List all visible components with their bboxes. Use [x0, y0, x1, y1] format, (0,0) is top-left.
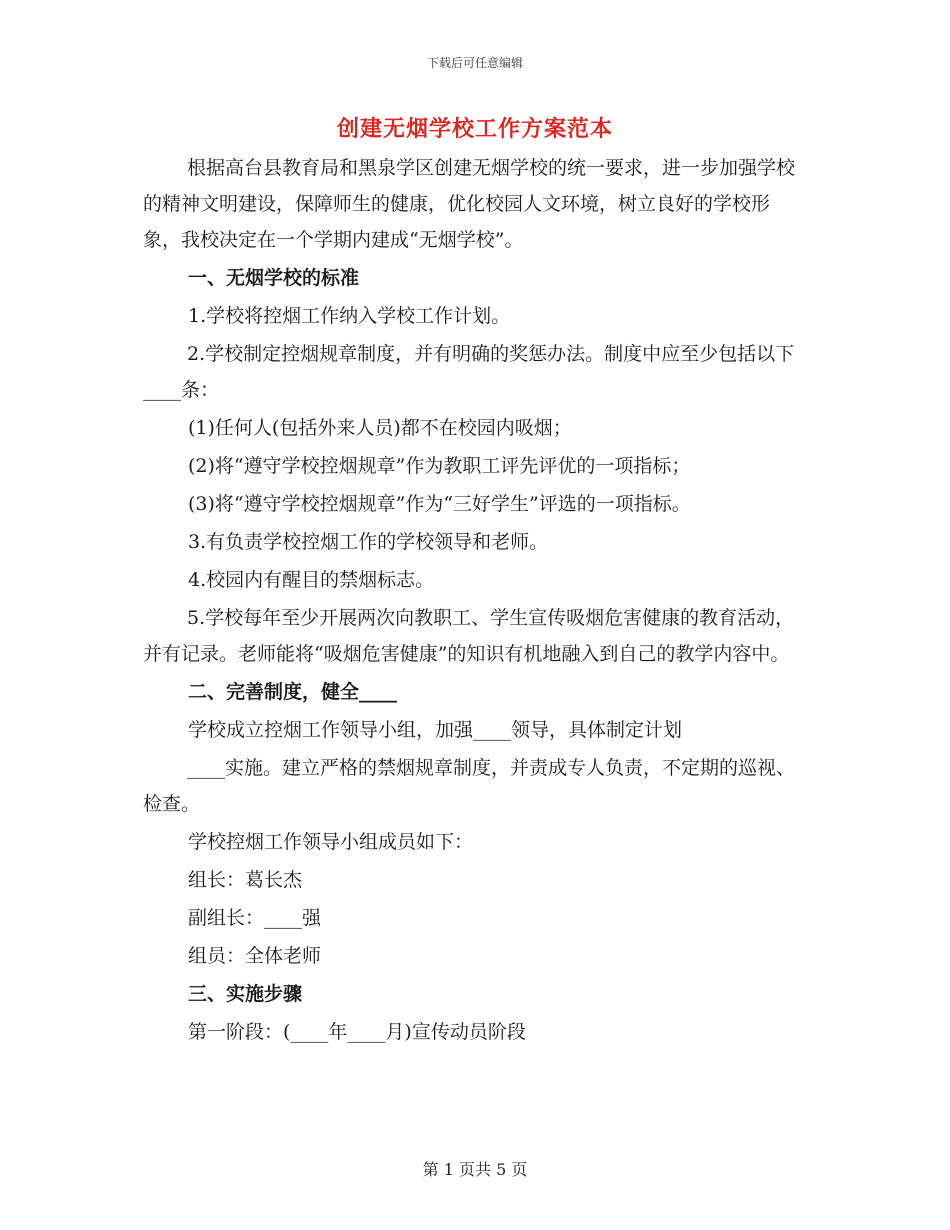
sub-list-item: (2)将“遵守学校控烟规章”作为教职工评先评优的一项指标； — [188, 455, 691, 477]
member-line: 组长：葛长杰 — [188, 869, 303, 891]
member-line: 组员：全体老师 — [188, 945, 322, 967]
list-item: 3.有负责学校控烟工作的学校领导和老师。 — [188, 531, 549, 553]
member-line: 副组长：____强 — [188, 907, 322, 929]
list-item: 4.校园内有醒目的禁烟标志。 — [188, 569, 435, 591]
section-heading-1: 一、无烟学校的标准 — [188, 267, 360, 289]
intro-paragraph: 根据高台县教育局和黑泉学区创建无烟学校的统一要求，进一步加强学校的精神文明建设，保障师生的健康，优化校园人文环境，树立良好的学校形象，我校决定在一个学期内建成“无烟学校”。 — [143, 157, 796, 251]
section-heading-2: 二、完善制度，健全____ — [188, 681, 398, 703]
paragraph: 学校成立控烟工作领导小组，加强____领导，具体制定计划 — [188, 719, 683, 741]
document-body — [143, 150, 803, 1052]
paragraph: 学校控烟工作领导小组成员如下： — [188, 831, 474, 853]
list-item: 2.学校制定控烟规章制度，并有明确的奖惩办法。制度中应至少包括以下____条： — [143, 343, 795, 401]
header-note: 下载后可任意编辑 — [426, 56, 523, 70]
sub-list-item: (1)任何人(包括外来人员)都不在校园内吸烟； — [188, 417, 572, 439]
list-item: 5.学校每年至少开展两次向教职工、学生宣传吸烟危害健康的教育活动，并有记录。老师能将“吸烟危害健康”的知识有机地融入到自己的教学内容中。 — [143, 607, 795, 665]
section-heading-3: 三、实施步骤 — [188, 983, 303, 1005]
page-footer: 第 1 页共 5 页 — [422, 1160, 528, 1179]
paragraph: 第一阶段：(____年____月)宣传动员阶段 — [188, 1021, 526, 1043]
list-item: 1.学校将控烟工作纳入学校工作计划。 — [188, 305, 511, 327]
sub-list-item: (3)将“遵守学校控烟规章”作为“三好学生”评选的一项指标。 — [188, 493, 691, 515]
document-title: 创建无烟学校工作方案范本 — [336, 116, 613, 142]
paragraph: ____实施。建立严格的禁烟规章制度，并责成专人负责，不定期的巡视、检查。 — [143, 757, 796, 815]
